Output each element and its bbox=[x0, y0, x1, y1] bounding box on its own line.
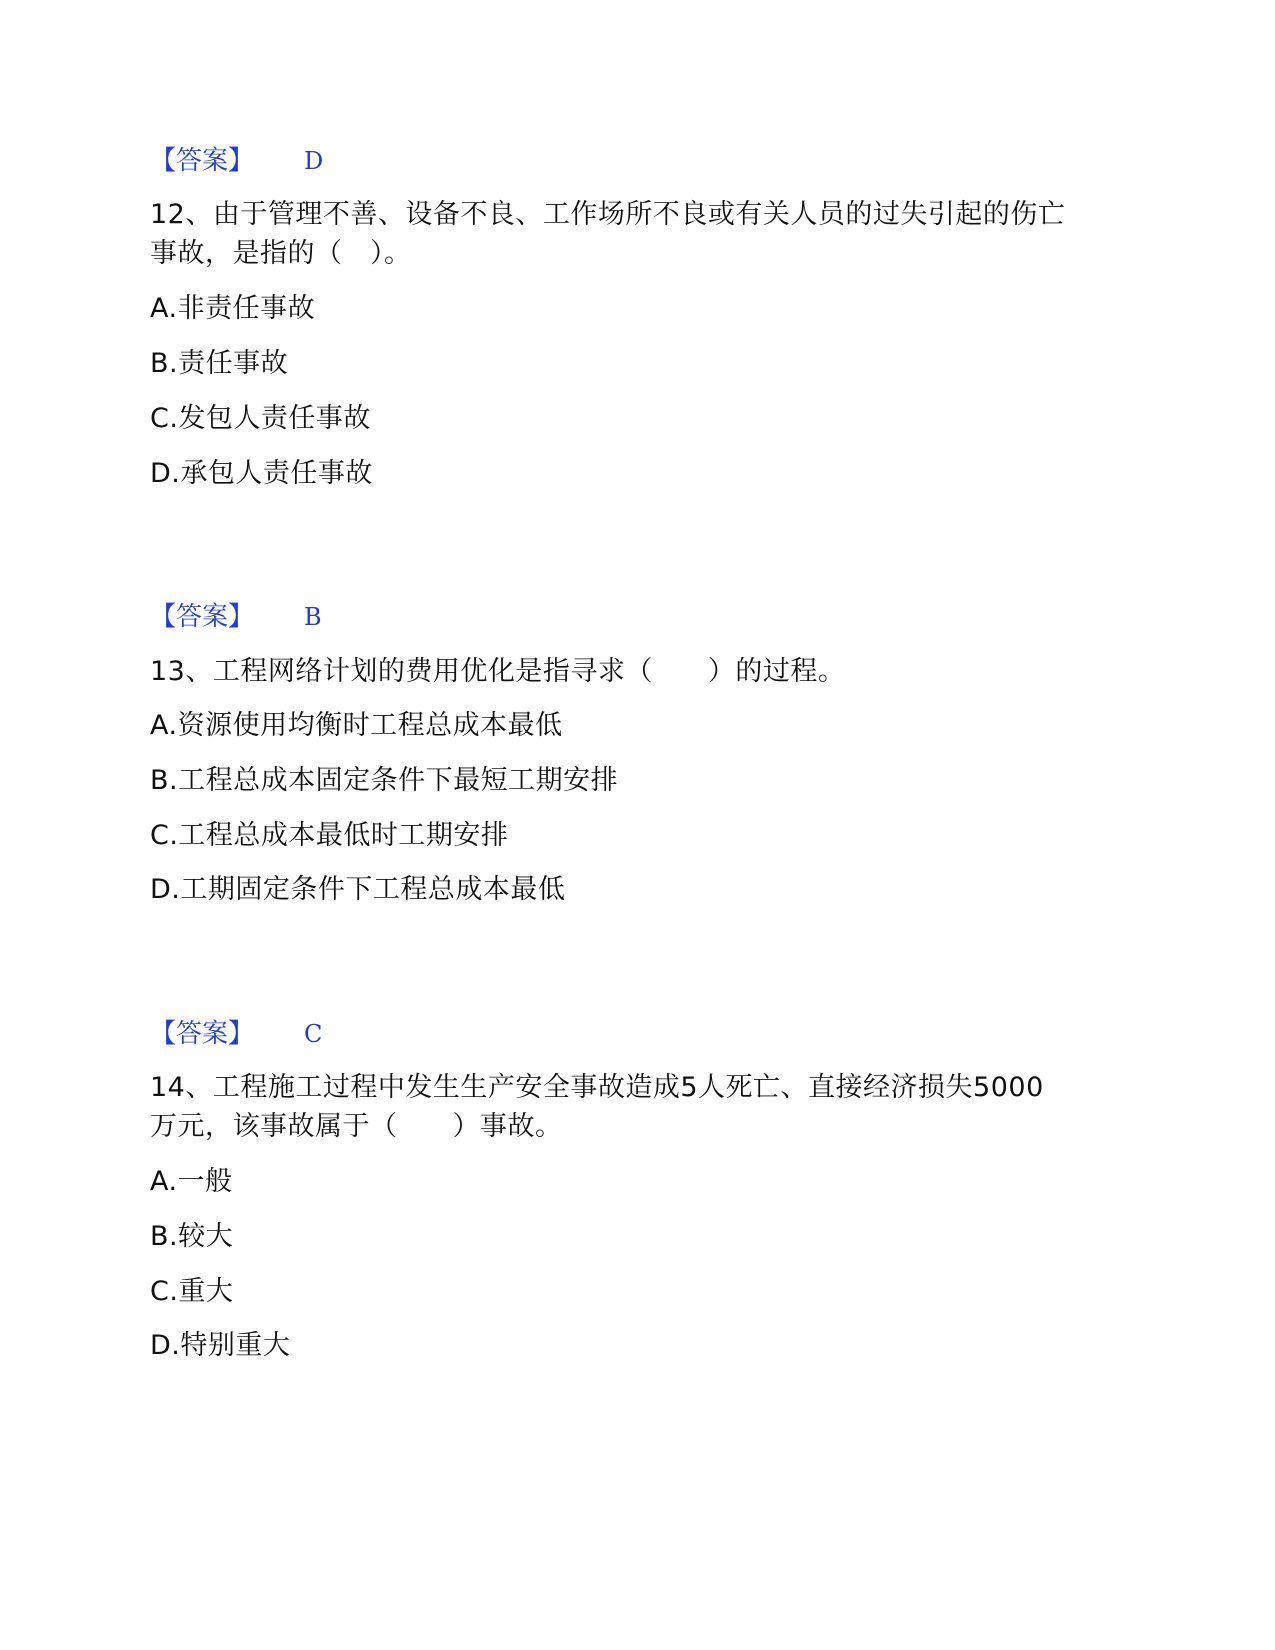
question-12-line-2: 事故，是指的（ ）。 bbox=[150, 238, 412, 269]
question-14-option-c: C.重大 bbox=[150, 1276, 234, 1307]
question-12-option-b: B.责任事故 bbox=[150, 348, 289, 379]
question-12-line-1: 12、由于管理不善、设备不良、工作场所不良或有关人员的过失引起的伤亡 bbox=[150, 199, 1066, 230]
question-12-option-c: C.发包人责任事故 bbox=[150, 403, 371, 434]
question-14-option-a: A.一般 bbox=[150, 1166, 233, 1197]
question-13-option-a: A.资源使用均衡时工程总成本最低 bbox=[150, 710, 563, 741]
answer-line-q13 bbox=[150, 1017, 322, 1051]
answer-value: B bbox=[304, 603, 322, 631]
answer-label: 【答案】 bbox=[150, 146, 255, 176]
question-13-option-b: B.工程总成本固定条件下最短工期安排 bbox=[150, 765, 619, 796]
answer-label: 【答案】 bbox=[150, 1019, 255, 1049]
question-13-line-1: 13、工程网络计划的费用优化是指寻求（ ）的过程。 bbox=[150, 656, 846, 687]
question-13-option-d: D.工期固定条件下工程总成本最低 bbox=[150, 874, 566, 905]
question-12-option-a: A.非责任事故 bbox=[150, 293, 316, 324]
question-14-line-2: 万元，该事故属于（ ）事故。 bbox=[150, 1111, 563, 1142]
question-14-line-1: 14、工程施工过程中发生生产安全事故造成5人死亡、直接经济损失5000 bbox=[150, 1072, 1044, 1103]
question-14-option-d: D.特别重大 bbox=[150, 1330, 291, 1361]
answer-line-q11 bbox=[150, 144, 323, 178]
answer-line-q12 bbox=[150, 600, 322, 634]
question-13-option-c: C.工程总成本最低时工期安排 bbox=[150, 820, 509, 851]
answer-label: 【答案】 bbox=[150, 602, 255, 632]
question-12-option-d: D.承包人责任事故 bbox=[150, 458, 373, 489]
answer-value: C bbox=[304, 1020, 323, 1048]
question-14-option-b: B.较大 bbox=[150, 1221, 234, 1252]
answer-value: D bbox=[304, 147, 324, 175]
